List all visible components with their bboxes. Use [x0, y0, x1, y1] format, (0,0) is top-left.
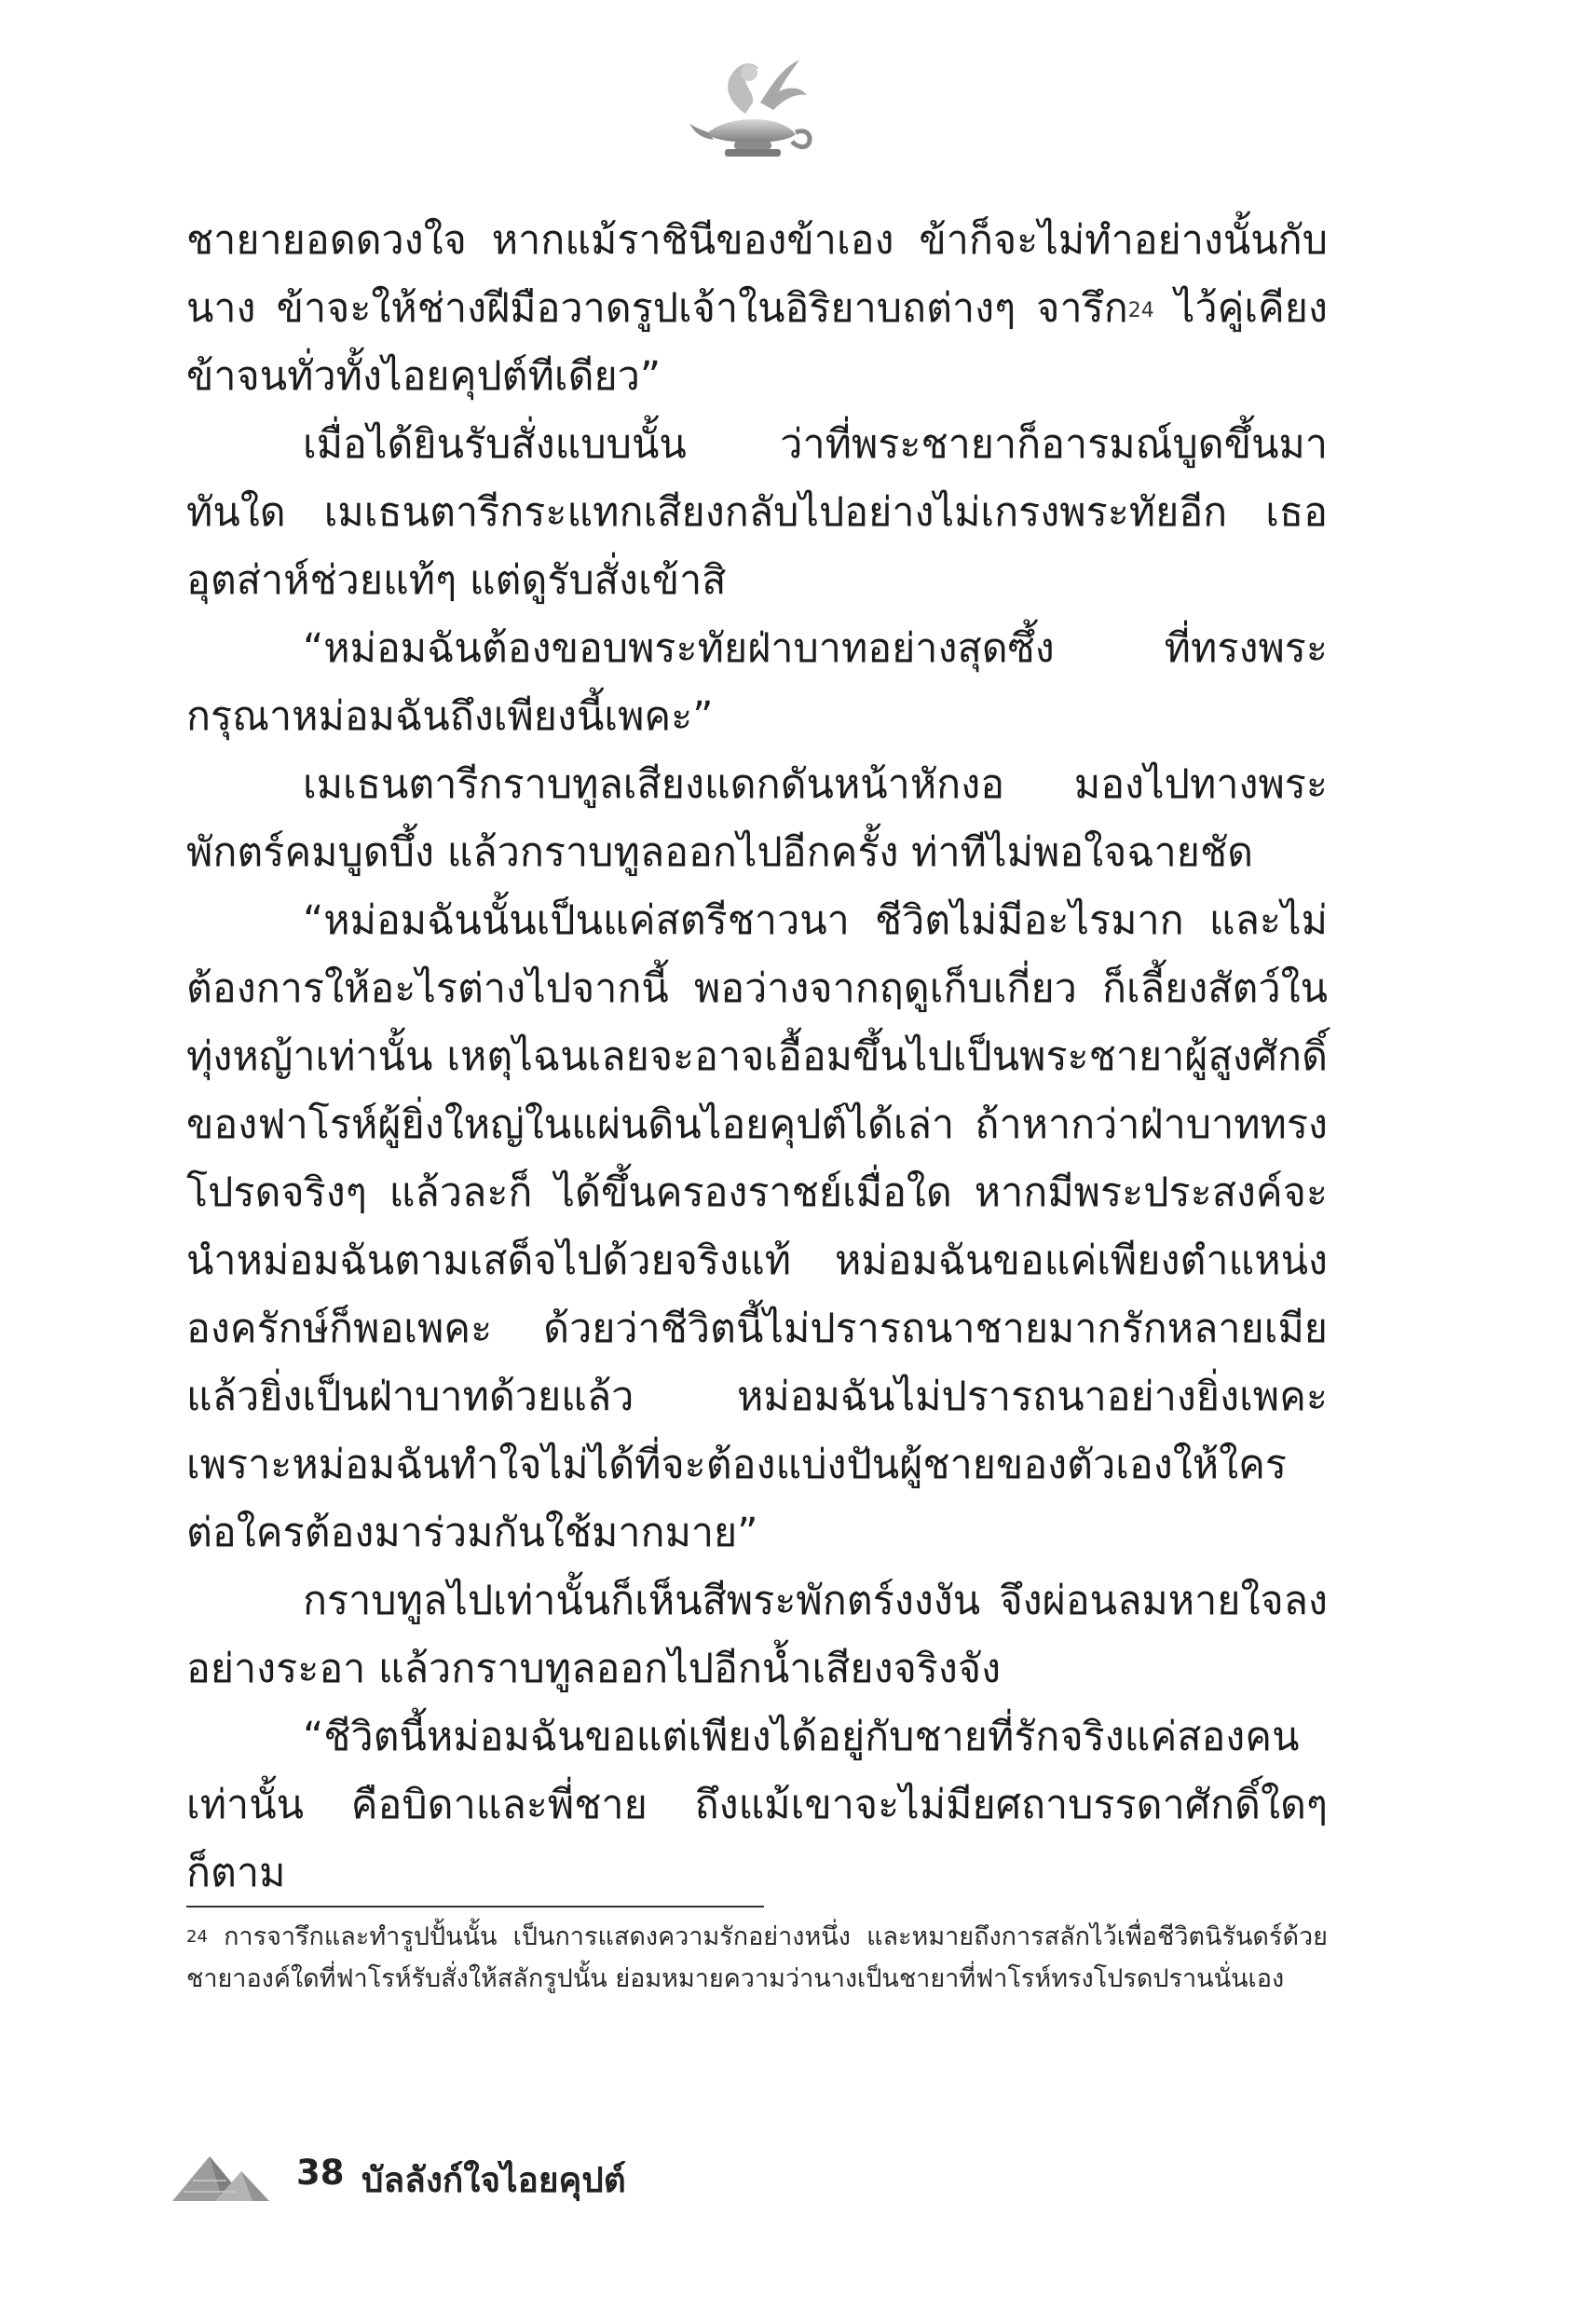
paragraph-4: เมเธนตารีกราบทูลเสียงแดกดันหน้าหักงอ มองไปทางพระพักตร์คมบูดบึ้ง แล้วกราบทูลออกไปอีกครั้ง ท่าทีไม่พอใจฉายชัด: [186, 761, 1328, 876]
paragraph-5: “หม่อมฉันนั้นเป็นแค่สตรีชาวนา ชีวิตไม่มีอะไรมาก และไม่ต้องการให้อะไรต่างไปจากนี้ พอว่างจากฤดูเก็บเกี่ยว ก็เลี้ยงสัตว์ในทุ่งหญ้าเท่านั้น เหตุไฉนเลยจะอาจเอื้อมขึ้นไปเป็นพระชายาผู้สูงศักดิ์ของฟาโรห์ผู้ยิ่งใหญ่ในแผ่นดินไอยคุปต์ได้เล่า ถ้าหากว่าฝ่าบาททรงโปรดจริงๆ แล้วละก็ ได้ขึ้นครองราชย์เมื่อใด หากมีพระประสงค์จะนำหม่อมฉันตามเสด็จไปด้วยจริงแท้ หม่อมฉันขอแค่เพียงตำแหน่งองครักษ์ก็พอเพคะ ด้วยว่าชีวิตนี้ไม่ปรารถนาชายมากรักหลายเมียแล้วยิ่งเป็นฝ่าบาทด้วยแล้ว หม่อมฉันไม่ปรารถนาอย่างยิ่งเพคะ เพราะหม่อมฉันทำใจไม่ได้ที่จะต้องแบ่งปันผู้ชายของตัวเองให้ใครต่อใครต้องมาร่วมกันใช้มากมาย”: [186, 897, 1328, 1556]
page-number: 38: [296, 2153, 345, 2193]
genie-lamp-icon: [688, 48, 818, 170]
page-footer: [171, 2143, 916, 2208]
paragraph-1: [186, 207, 1328, 411]
footnote-divider: [186, 1906, 764, 1908]
pyramid-icon: [171, 2151, 273, 2203]
footnote-reference[interactable]: 24: [1127, 299, 1154, 322]
paragraph-7: “ชีวิตนี้หม่อมฉันขอแต่เพียงได้อยู่กับชายที่รักจริงแค่สองคนเท่านั้น คือบิดาและพี่ชาย ถึงแม้เขาจะไม่มียศถาบรรดาศักดิ์ใดๆ ก็ตาม: [186, 1714, 1328, 1896]
paragraph-3: “หม่อมฉันต้องขอบพระทัยฝ่าบาทอย่างสุดซึ้ง ที่ทรงพระกรุณาหม่อมฉันถึงเพียงนี้เพคะ”: [186, 625, 1328, 740]
book-title: บัลลังก์ใจไอยคุปต์: [361, 2160, 626, 2200]
footnote: [186, 1916, 1328, 2000]
paragraph-1-continuation: ไว้คู่เคียงข้าจนทั่วทั้งไอยคุปต์ทีเดียว”: [186, 285, 1329, 400]
footnote-text: การจารึกและทำรูปปั้นนั้น เป็นการแสดงความรักอย่างหนึ่ง และหมายถึงการสลักไว้เพื่อชีวิตนิรันดร์ด้วย ชายาองค์ใดที่ฟาโรห์รับสั่งให้สลักรูปนั้น ย่อมหมายความว่านางเป็นชายาที่ฟาโรห์ทรงโปรดปรานนั่นเอง: [186, 1922, 1328, 1993]
footnote-mark: 24: [186, 1927, 208, 1947]
body-text: [186, 207, 1328, 1908]
paragraph-1-text: ชายายอดดวงใจ หากแม้ราชินีของข้าเอง ข้าก็จะไม่ทำอย่างนั้นกับนาง ข้าจะให้ช่างฝีมือวาดรูปเจ้าในอิริยาบถต่างๆ จารึก: [186, 217, 1328, 332]
paragraph-6: กราบทูลไปเท่านั้นก็เห็นสีพระพักตร์งงงัน จึงผ่อนลมหายใจลงอย่างระอา แล้วกราบทูลออกไปอีกน้ำเสียงจริงจัง: [186, 1578, 1328, 1692]
paragraph-2: เมื่อได้ยินรับสั่งแบบนั้น ว่าที่พระชายาก็อารมณ์บูดขึ้นมาทันใด เมเธนตารีกระแทกเสียงกลับไปอย่างไม่เกรงพระทัยอีก เธออุตส่าห์ช่วยแท้ๆ แต่ดูรับสั่งเข้าสิ: [186, 421, 1328, 604]
